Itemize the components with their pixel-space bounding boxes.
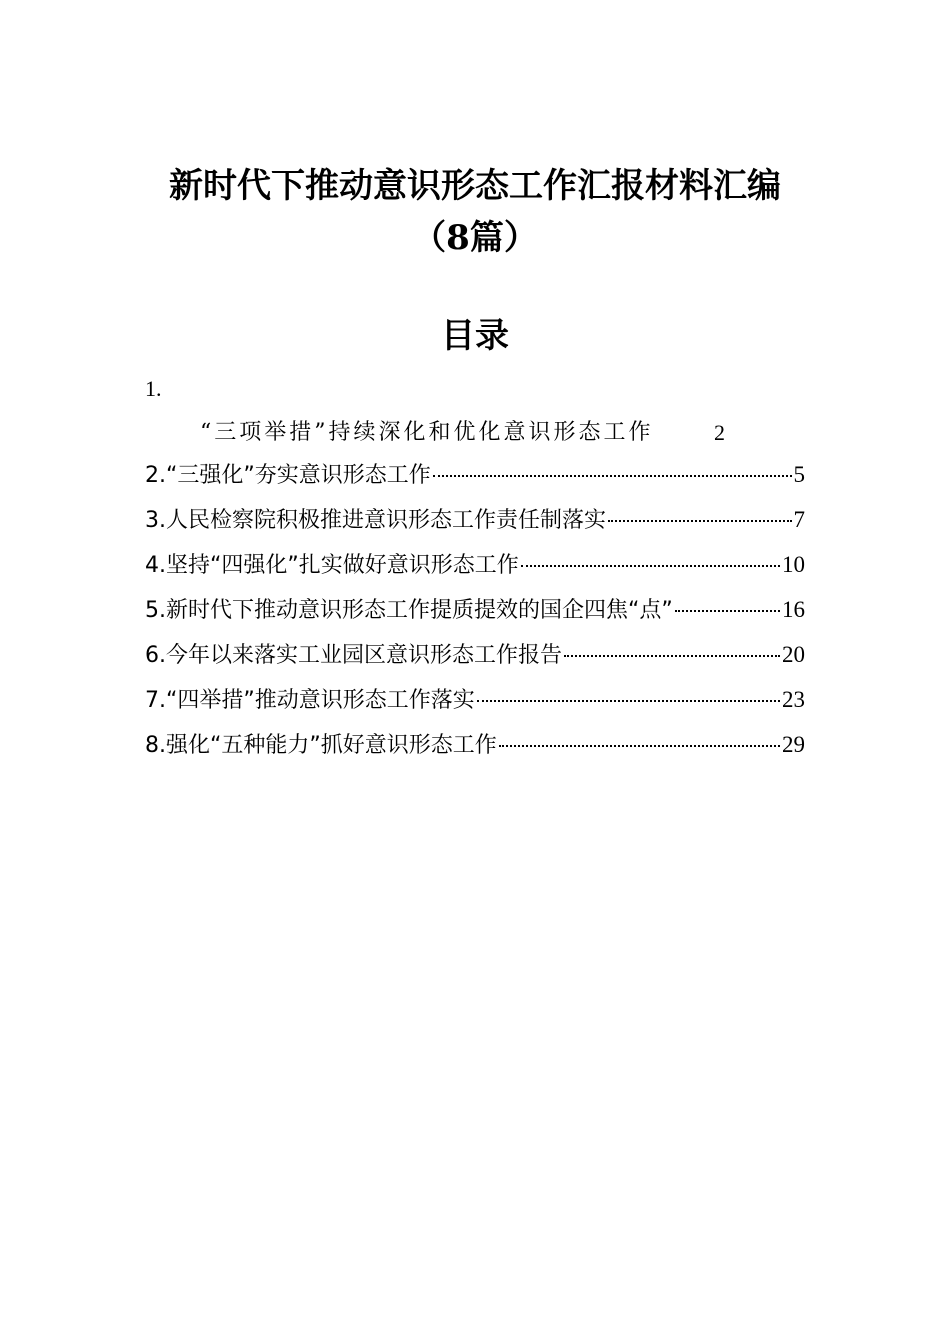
toc-entry-2[interactable] <box>145 460 805 505</box>
toc-entry-1[interactable] <box>200 418 760 448</box>
toc-entry-title: 7.“四举措”推动意识形态工作落实 <box>145 688 475 713</box>
dot-leader <box>499 745 780 747</box>
document-subtitle: （8篇） <box>412 218 538 258</box>
toc-entry-6[interactable] <box>145 640 805 685</box>
toc-entry-3[interactable] <box>145 505 805 550</box>
dot-leader <box>521 565 780 567</box>
toc-entry-title: 8.强化“五种能力”抓好意识形态工作 <box>145 733 497 758</box>
toc-entry-title: 4.坚持“四强化”扎实做好意识形态工作 <box>145 553 519 578</box>
toc-entry-page: 16 <box>782 597 805 622</box>
toc-entry-page: 10 <box>782 552 805 577</box>
toc-entry-page: 7 <box>793 507 805 532</box>
toc-entry-title: 3.人民检察院积极推进意识形态工作责任制落实 <box>145 508 606 533</box>
toc-entry-8[interactable] <box>145 730 805 775</box>
toc-entry-1-page: 2 <box>714 420 725 445</box>
toc-entry-page: 20 <box>782 642 805 667</box>
toc-heading: 目录 <box>441 316 509 356</box>
toc-entry-5[interactable] <box>145 595 805 640</box>
toc-entry-7[interactable] <box>145 685 805 730</box>
toc-entry-page: 23 <box>782 687 805 712</box>
dot-leader <box>564 655 780 657</box>
toc-entry-1-title: “三项举措”持续深化和优化意识形态工作 <box>200 420 654 445</box>
toc-entry-page: 5 <box>793 462 805 487</box>
document-title: 新时代下推动意识形态工作汇报材料汇编 <box>169 166 781 206</box>
dot-leader <box>608 520 792 522</box>
toc-entry-title: 6.今年以来落实工业园区意识形态工作报告 <box>145 643 562 668</box>
dot-leader <box>433 475 792 477</box>
toc-entry-4[interactable] <box>145 550 805 595</box>
toc-entry-1-number: 1. <box>145 376 162 401</box>
toc-entry-title: 2.“三强化”夯实意识形态工作 <box>145 463 431 488</box>
dot-leader <box>675 610 780 612</box>
dot-leader <box>477 700 780 702</box>
toc-entry-page: 29 <box>782 732 805 757</box>
toc-list <box>145 460 805 775</box>
toc-entry-title: 5.新时代下推动意识形态工作提质提效的国企四焦“点” <box>145 598 673 623</box>
